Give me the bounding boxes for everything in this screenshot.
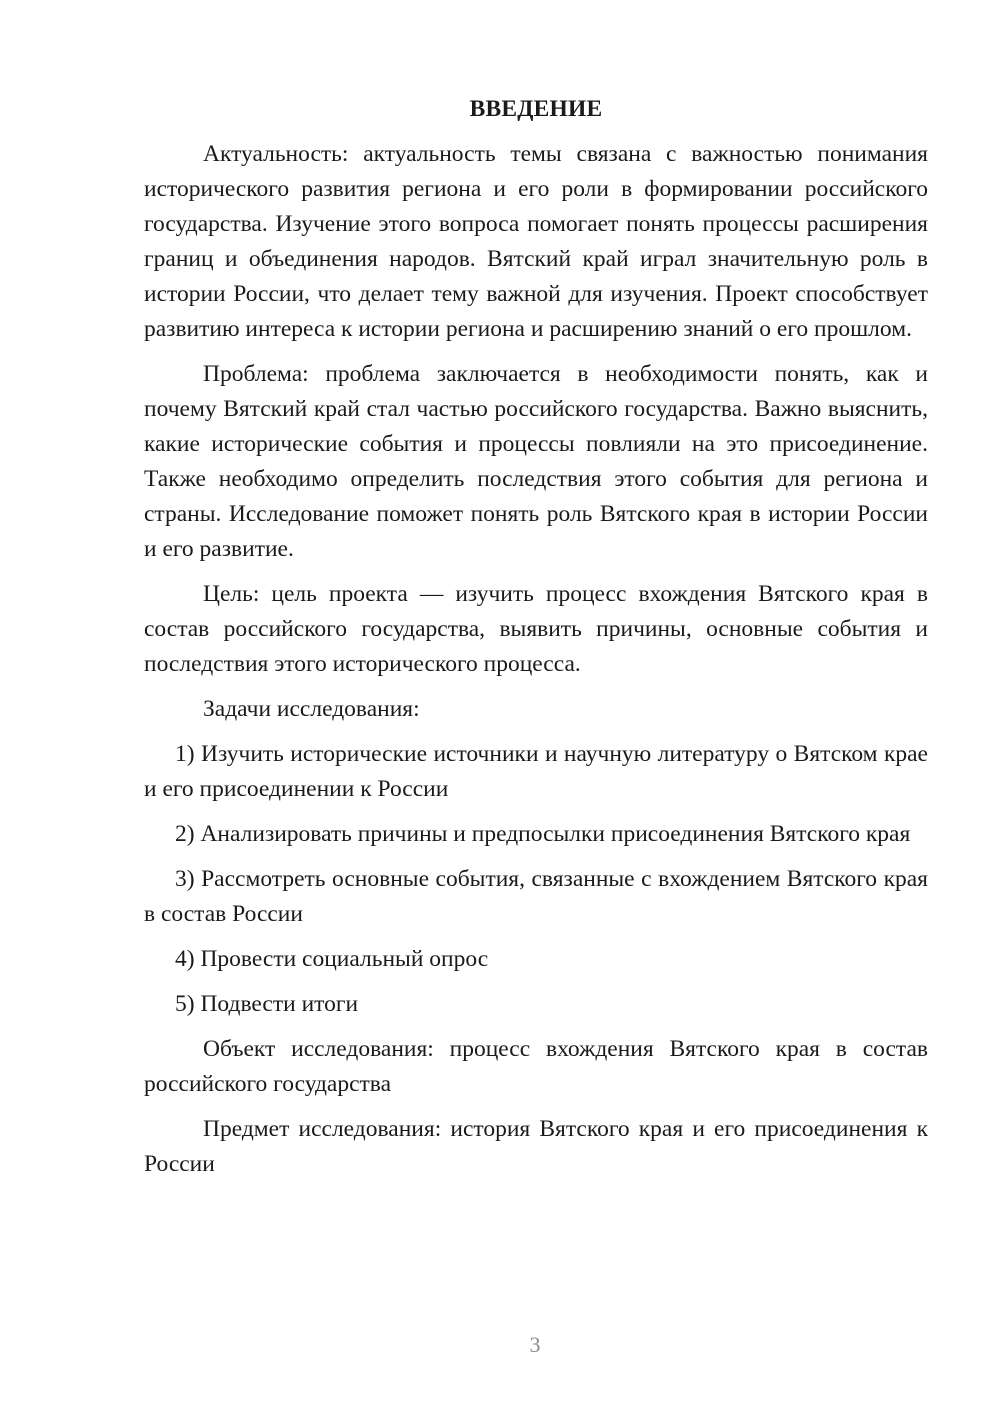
object-paragraph: Объект исследования: процесс вхождения Вятского края в состав российского государства — [144, 1036, 928, 1097]
task-item-2: 2) Анализировать причины и предпосылки присоединения Вятского края — [175, 821, 911, 847]
relevance-paragraph: Актуальность: актуальность темы связана с важностью понимания исторического развития региона и его роли в формировании российского государства. Изучение этого вопроса помогает понять процессы расширения границ и объединения народов. Вятский край играл значительную роль в истории России, что делает тему важной для изучения. Проект способствует развитию интереса к истории региона и расширению знаний о его прошлом. — [144, 141, 928, 342]
task-item-3: 3) Рассмотреть основные события, связанные с вхождением Вятского края в состав России — [144, 866, 928, 927]
task-item-5: 5) Подвести итоги — [175, 991, 359, 1017]
task-item-1: 1) Изучить исторические источники и научную литературу о Вятском крае и его присоединении к России — [144, 741, 928, 802]
section-title: ВВЕДЕНИЕ — [469, 96, 603, 122]
problem-paragraph: Проблема: проблема заключается в необходимости понять, как и почему Вятский край стал частью российского государства. Важно выяснить, какие исторические события и процессы повлияли на это присоединение. Также необходимо определить последствия этого события для региона и страны. Исследование поможет понять роль Вятского края в истории России и его развитие. — [144, 361, 928, 562]
goal-paragraph: Цель: цель проекта — изучить процесс вхождения Вятского края в состав российского государства, выявить причины, основные события и последствия этого исторического процесса. — [144, 581, 928, 677]
page-number: 3 — [529, 1332, 541, 1357]
task-item-4: 4) Провести социальный опрос — [175, 946, 489, 972]
tasks-heading: Задачи исследования: — [203, 696, 420, 722]
subject-paragraph: Предмет исследования: история Вятского края и его присоединения к России — [144, 1116, 928, 1177]
page-content — [144, 92, 928, 1192]
